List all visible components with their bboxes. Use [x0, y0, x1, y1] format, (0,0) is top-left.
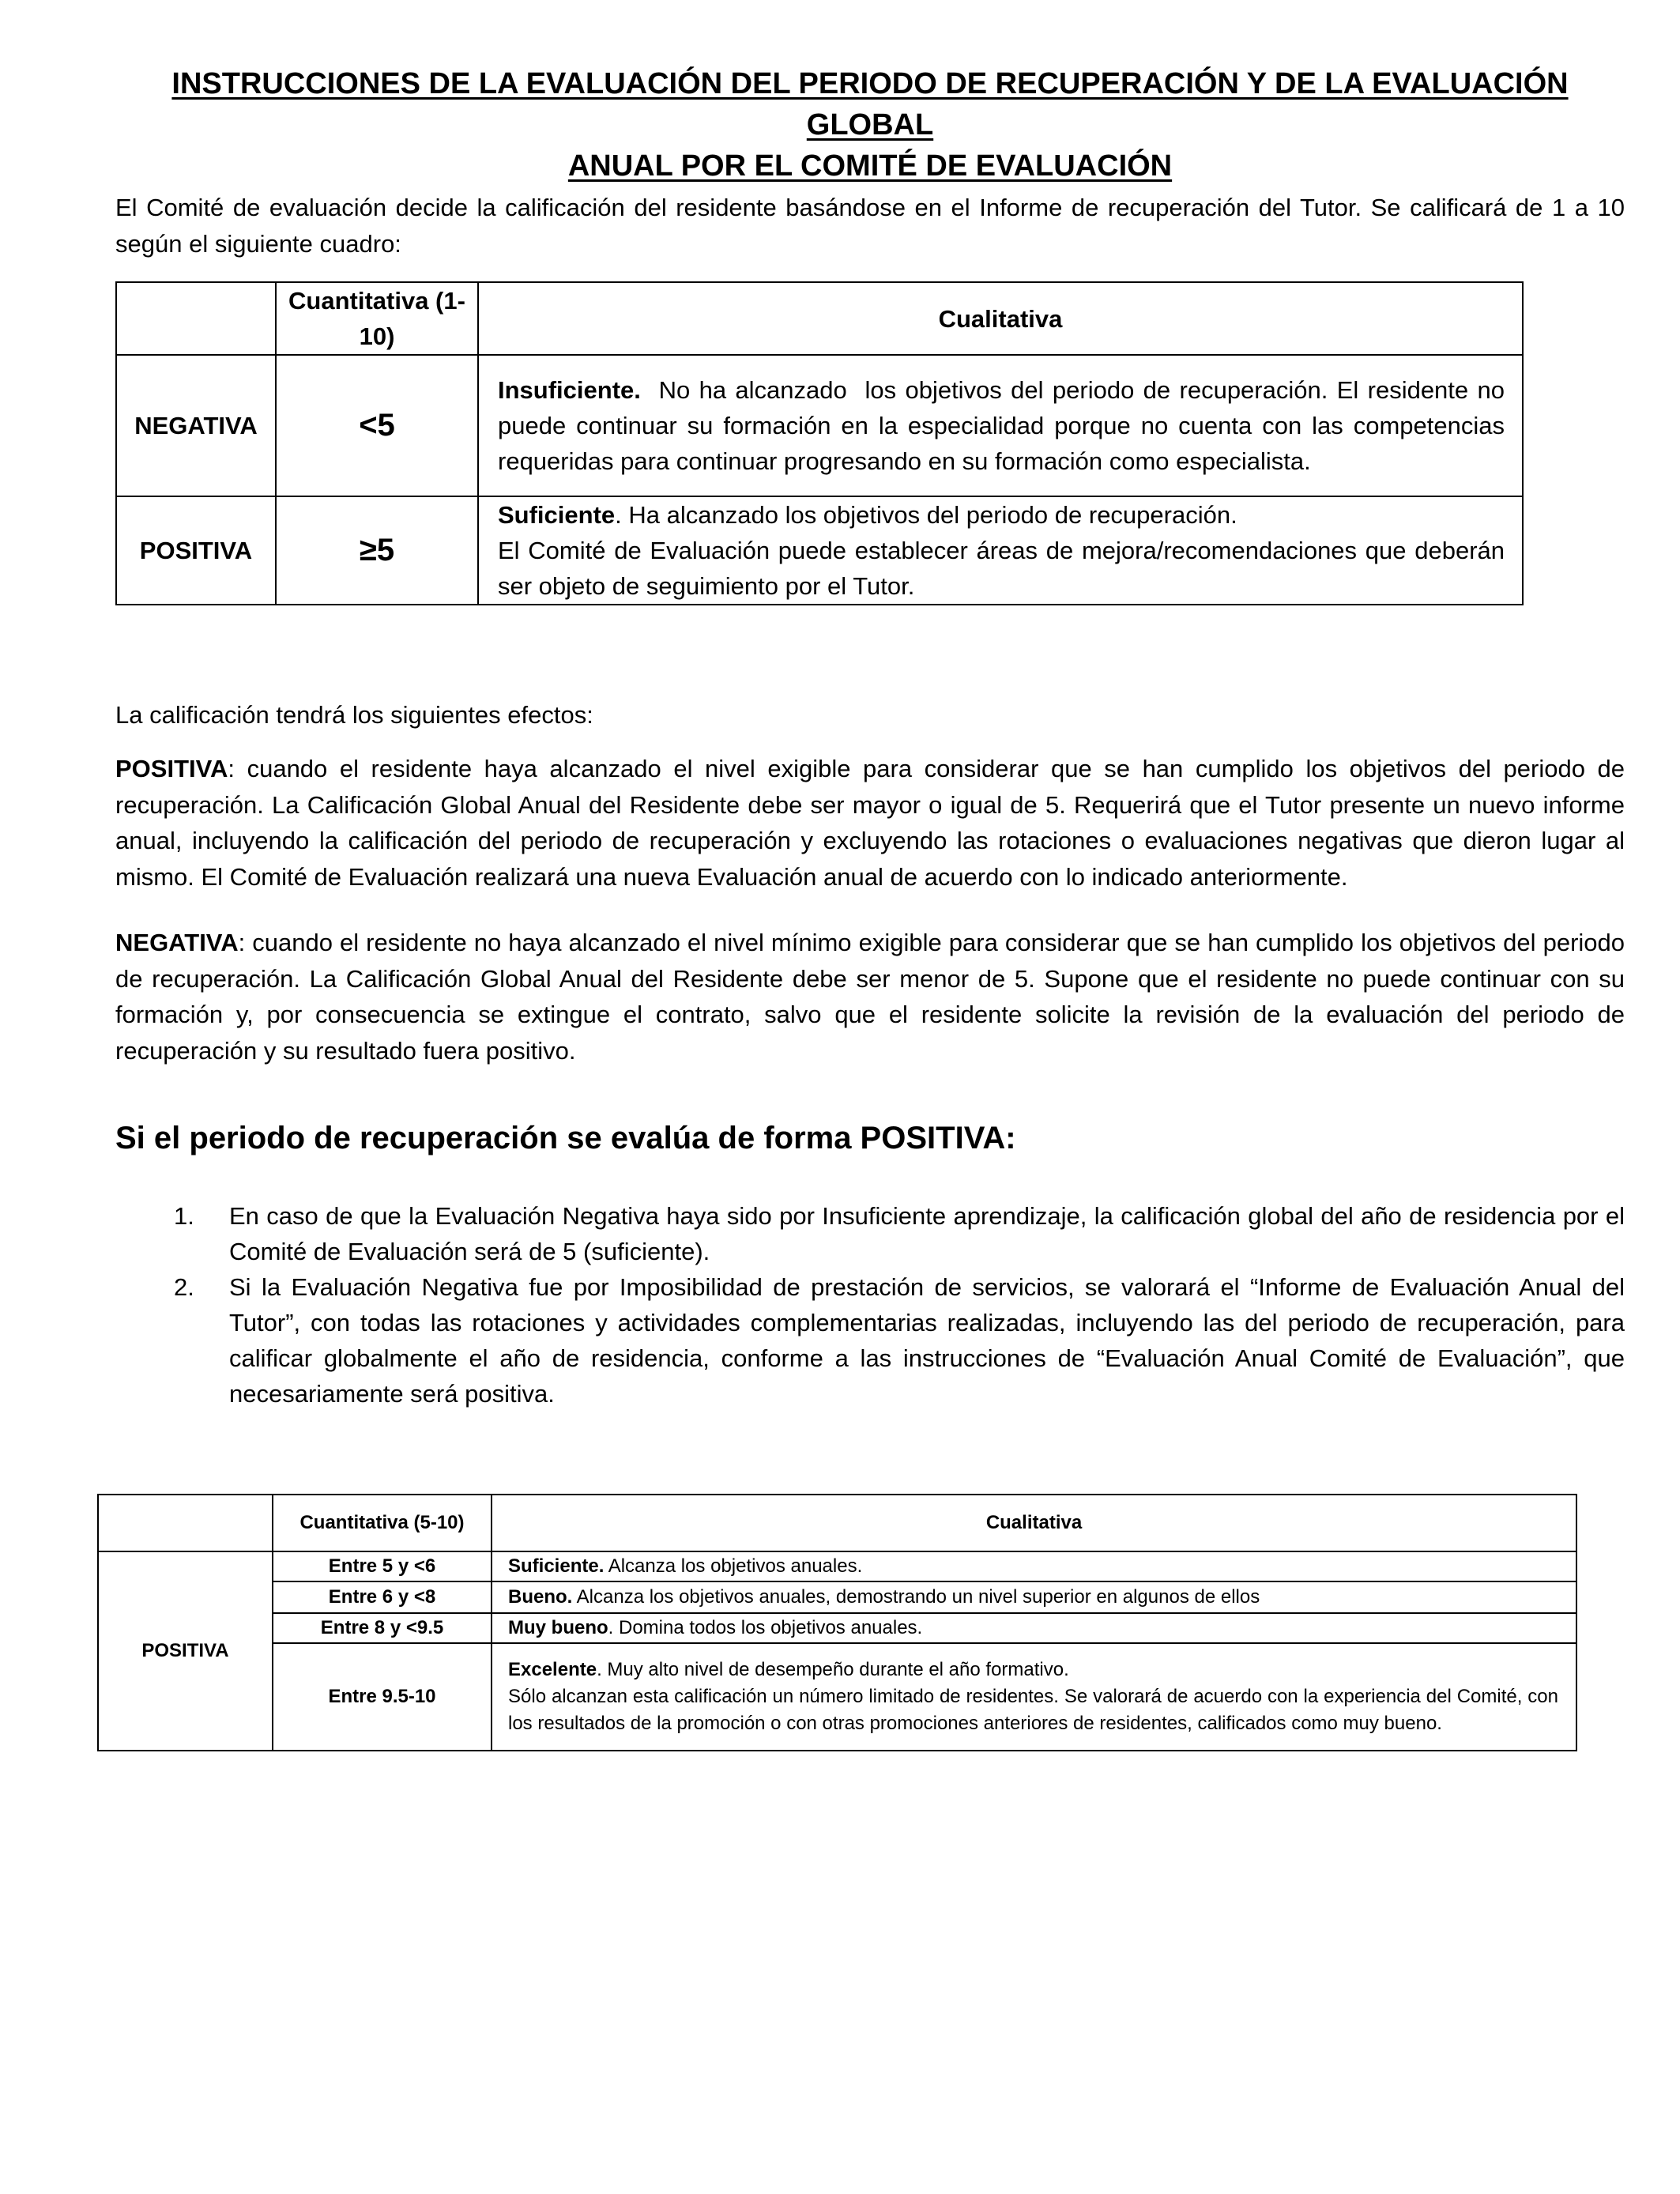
- table-row: [116, 496, 1523, 605]
- section-heading: Si el periodo de recuperación se evalúa de forma POSITIVA:: [115, 1121, 1016, 1155]
- qualifier-bueno: Bueno.: [508, 1586, 573, 1608]
- title-line-2: ANUAL POR EL COMITÉ DE EVALUACIÓN: [567, 149, 1173, 183]
- header-quantitative: Cuantitativa (5-10): [273, 1495, 492, 1551]
- description-cell: Muy bueno. Domina todos los objetivos anuales.: [492, 1613, 1576, 1643]
- qualifier-suficiente: Suficiente: [498, 501, 616, 529]
- table-row: [98, 1643, 1576, 1751]
- effects-intro: La calificación tendrá los siguientes efectos:: [115, 701, 593, 729]
- positiva-label: POSITIVA: [115, 755, 228, 782]
- description-cell: Suficiente. Alcanza los objetivos anuales.: [492, 1551, 1576, 1581]
- negativa-paragraph: NEGATIVA: cuando el residente no haya alcanzado el nivel mínimo exigible para considerar que se han cumplido los objetivos del periodo de recuperación. La Calificación Global Anual del Residente debe ser menor de 5. Supone que el residente no puede continuar con su formación y, por consecuencia se extingue el contrato, salvo que el residente solicite la revisión de la evaluación del periodo de recuperación y su resultado fuera positivo.: [115, 929, 1625, 1065]
- row-value-positiva: ≥5: [276, 496, 478, 605]
- row-label-positiva: POSITIVA: [98, 1551, 273, 1751]
- range-cell: Entre 6 y <8: [273, 1581, 492, 1613]
- recovery-grading-table: [115, 281, 1524, 605]
- qualifier-suficiente: Suficiente.: [508, 1555, 605, 1577]
- list-item: 1. En caso de que la Evaluación Negativa haya sido por Insuficiente aprendizaje, la calificación global del año de residencia por el Comité de Evaluación será de 5 (suficiente).: [174, 1202, 1625, 1265]
- qualifier-insuficiente: Insuficiente.: [498, 376, 641, 404]
- description-cell: Bueno. Alcanza los objetivos anuales, demostrando un nivel superior en algunos de ellos: [492, 1581, 1576, 1613]
- page-title: [115, 63, 1625, 187]
- qualifier-muy-bueno: Muy bueno: [508, 1617, 608, 1638]
- table-header-row: [116, 282, 1523, 355]
- row-value-negativa: <5: [276, 355, 478, 496]
- positive-recovery-list: [115, 1198, 1625, 1412]
- header-qualitative: Cualitativa: [478, 282, 1523, 355]
- row-label-negativa: NEGATIVA: [116, 355, 276, 496]
- table-header-row: [98, 1495, 1576, 1551]
- range-cell: Entre 9.5-10: [273, 1643, 492, 1751]
- description-cell: Excelente. Muy alto nivel de desempeño durante el año formativo. Sólo alcanzan esta calificación un número limitado de residentes. Se valorará de acuerdo con la experiencia del Comité, con los resultados de la promoción o con otras promociones anteriores de residentes, calificados como muy bueno.: [492, 1643, 1576, 1751]
- list-item: 2. Si la Evaluación Negativa fue por Imposibilidad de prestación de servicios, se valorará el “Informe de Evaluación Anual del Tutor”, con todas las rotaciones y actividades complementarias realizadas, incluyendo las del periodo de recuperación, para calificar globalmente el año de residencia, conforme a las instrucciones de “Evaluación Anual Comité de Evaluación”, que necesariamente será positiva.: [174, 1273, 1625, 1408]
- qualifier-excelente: Excelente: [508, 1659, 597, 1680]
- table-corner-cell: [116, 282, 276, 355]
- intro-paragraph: El Comité de evaluación decide la calificación del residente basándose en el Informe de recuperación del Tutor. Se calificará de 1 a 10 según el siguiente cuadro:: [115, 194, 1625, 258]
- row-label-positiva: POSITIVA: [116, 496, 276, 605]
- positiva-paragraph: POSITIVA: cuando el residente haya alcanzado el nivel exigible para considerar que se han cumplido los objetivos del periodo de recuperación. La Calificación Global Anual del Residente debe ser mayor o igual de 5. Requerirá que el Tutor presente un nuevo informe anual, incluyendo la calificación del periodo de recuperación y excluyendo las rotaciones o evaluaciones negativas que dieron lugar al mismo. El Comité de Evaluación realizará una nueva Evaluación anual de acuerdo con lo indicado anteriormente.: [115, 755, 1625, 891]
- table-row: [116, 355, 1523, 496]
- range-cell: Entre 8 y <9.5: [273, 1613, 492, 1643]
- table-corner-cell: [98, 1495, 273, 1551]
- annual-grading-table: [97, 1494, 1577, 1751]
- negativa-label: NEGATIVA: [115, 929, 239, 956]
- header-quantitative: Cuantitativa (1-10): [276, 282, 478, 355]
- row-description-negativa: Insuficiente. No ha alcanzado los objetivos del periodo de recuperación. El residente no puede continuar su formación en la especialidad porque no cuenta con las competencias requeridas para continuar progresando en su formación como especialista.: [478, 355, 1523, 496]
- row-description-positiva: Suficiente. Ha alcanzado los objetivos del periodo de recuperación. El Comité de Evaluación puede establecer áreas de mejora/recomendaciones que deberán ser objeto de seguimiento por el Tutor.: [478, 496, 1523, 605]
- range-cell: Entre 5 y <6: [273, 1551, 492, 1581]
- table-row: [98, 1613, 1576, 1643]
- header-qualitative: Cualitativa: [492, 1495, 1576, 1551]
- title-line-1: INSTRUCCIONES DE LA EVALUACIÓN DEL PERIODO DE RECUPERACIÓN Y DE LA EVALUACIÓN GLOBAL: [171, 67, 1569, 141]
- table-row: [98, 1551, 1576, 1581]
- table-row: [98, 1581, 1576, 1613]
